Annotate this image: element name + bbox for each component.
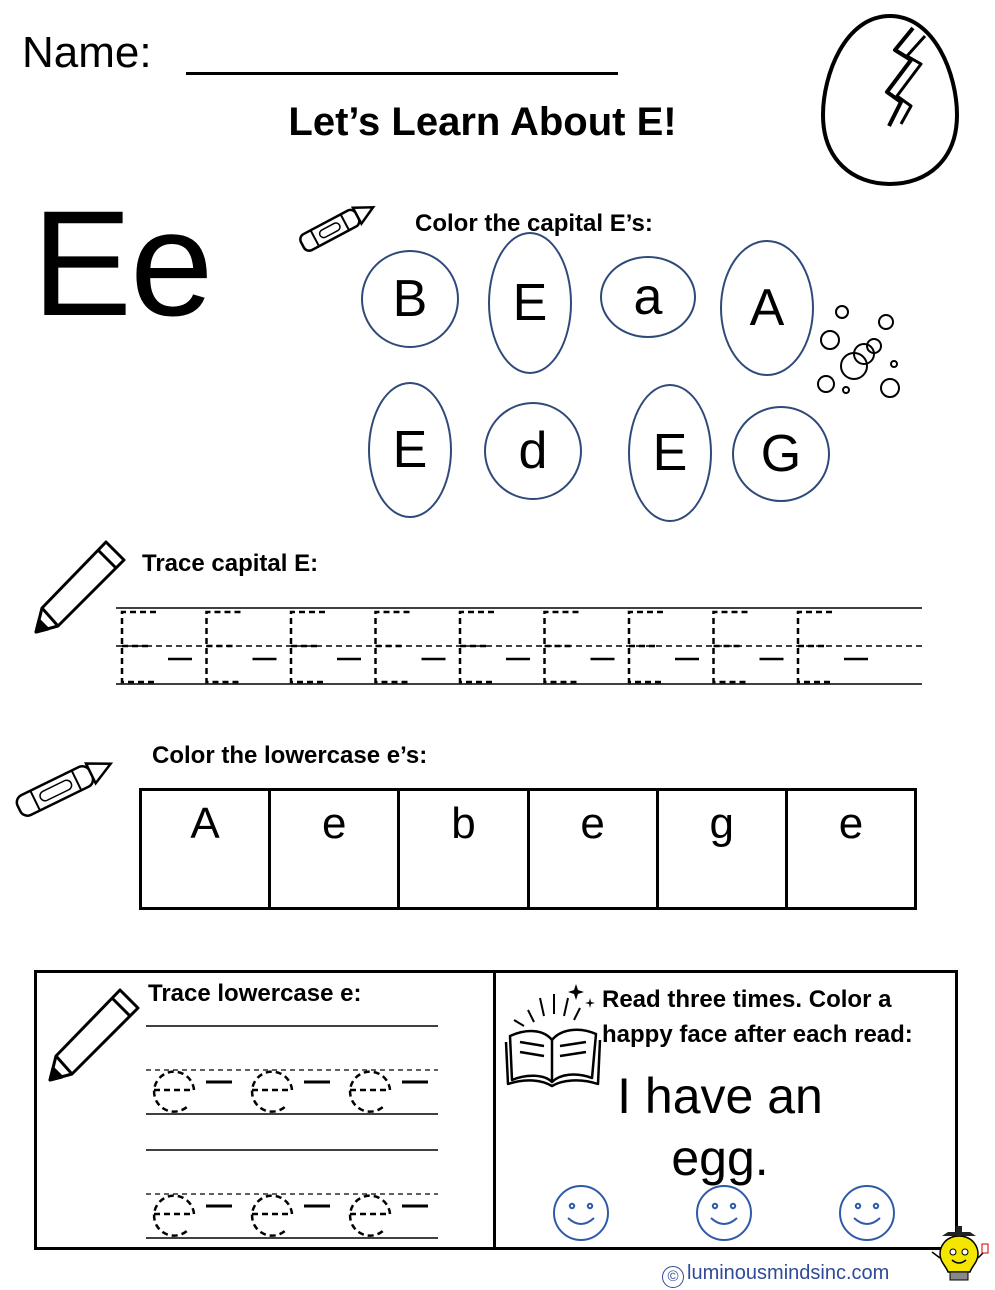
pencil-icon	[42, 984, 144, 1084]
open-book-icon	[498, 980, 602, 1088]
letter-bubble[interactable]: G	[732, 406, 830, 502]
dashed-capital-e	[545, 612, 579, 682]
bottom-divider	[493, 970, 496, 1250]
footer-credit	[662, 1262, 889, 1288]
letter-bubble[interactable]: d	[484, 402, 582, 500]
smiley-face-icon[interactable]	[552, 1184, 610, 1242]
dashed-capital-e	[207, 612, 241, 682]
big-letter-ee: Ee	[32, 179, 212, 347]
lowercase-cell[interactable]: b	[400, 791, 529, 907]
letter-bubble[interactable]: A	[720, 240, 814, 376]
dashed-capital-e	[460, 612, 494, 682]
lowercase-cell[interactable]: g	[659, 791, 788, 907]
crayon-icon	[4, 752, 122, 822]
dashed-lowercase-e	[154, 1196, 194, 1236]
footer-site: luminousmindsinc.com	[687, 1262, 890, 1284]
lightbulb-mascot-logo	[928, 1222, 990, 1286]
read-instruction-line1: Read three times. Color a	[602, 986, 892, 1013]
crayon-icon	[286, 196, 386, 258]
dashed-capital-e	[714, 612, 748, 682]
trace-lowercase-instruction: Trace lowercase e:	[148, 980, 362, 1007]
dashed-lowercase-e	[252, 1072, 292, 1112]
smiley-face-icon[interactable]	[695, 1184, 753, 1242]
lowercase-cell[interactable]: e	[838, 799, 864, 848]
dashed-lowercase-e	[350, 1196, 390, 1236]
letter-bubble[interactable]: E	[628, 384, 712, 522]
name-label: Name:	[22, 28, 152, 77]
lowercase-instruction: Color the lowercase e’s:	[152, 742, 428, 769]
letter-bubble[interactable]: B	[361, 250, 459, 348]
dashed-capital-e	[291, 612, 325, 682]
lowercase-cell[interactable]: e	[271, 791, 400, 907]
name-field-line[interactable]	[186, 72, 618, 75]
dashed-capital-e	[122, 612, 156, 682]
letter-bubble[interactable]: a	[600, 256, 696, 338]
dashed-capital-e	[798, 612, 832, 682]
letter-bubble[interactable]: E	[488, 232, 572, 374]
copyright-icon: ©	[662, 1266, 684, 1288]
dashed-lowercase-e	[154, 1072, 194, 1112]
soap-bubbles-icon	[814, 302, 908, 400]
trace-capital-instruction: Trace capital E:	[142, 550, 319, 577]
lowercase-cell[interactable]: e	[530, 791, 659, 907]
page-title: Let’s Learn About E!	[288, 100, 677, 144]
lowercase-grid	[139, 788, 917, 910]
read-sentence	[595, 1065, 845, 1189]
dashed-lowercase-e	[252, 1196, 292, 1236]
read-sentence-line1: I have an	[617, 1068, 823, 1124]
dashed-capital-e	[376, 612, 410, 682]
pencil-icon	[28, 536, 130, 636]
read-instruction-line2: happy face after each read:	[602, 1021, 913, 1048]
capital-instruction: Color the capital E’s:	[415, 210, 653, 237]
dashed-capital-e	[629, 612, 663, 682]
cracked-egg-icon	[815, 10, 965, 190]
trace-capital-row[interactable]	[116, 604, 926, 686]
letter-bubble[interactable]: E	[368, 382, 452, 518]
lowercase-cell[interactable]: A	[142, 791, 271, 907]
read-sentence-line2: egg.	[671, 1130, 769, 1186]
smiley-face-icon[interactable]	[838, 1184, 896, 1242]
dashed-lowercase-e	[350, 1072, 390, 1112]
trace-lowercase-rows[interactable]	[144, 1020, 444, 1244]
